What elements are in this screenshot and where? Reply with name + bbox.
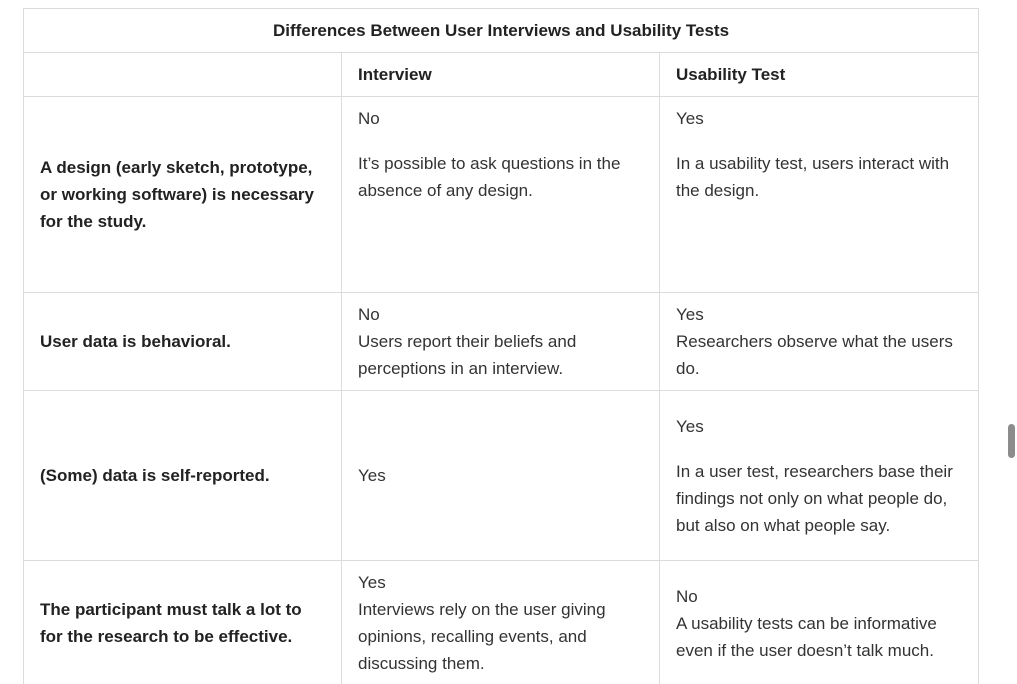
- usability-detail: In a usability test, users interact with the design.: [676, 154, 950, 200]
- interview-cell: [342, 97, 660, 293]
- usability-answer: Yes: [676, 305, 704, 324]
- usability-answer: Yes: [676, 109, 704, 128]
- usability-cell: [660, 561, 979, 684]
- interview-answer: No: [358, 305, 380, 324]
- interview-answer: Yes: [358, 573, 386, 592]
- row-label: [24, 293, 342, 391]
- scrollbar-thumb[interactable]: [1008, 424, 1015, 458]
- usability-detail: Researchers observe what the users do.: [676, 332, 953, 378]
- usability-answer: No: [676, 586, 698, 606]
- row-label: [24, 391, 342, 561]
- table-row: [24, 391, 979, 561]
- row-label-text: The participant must talk a lot to for the research to be effective.: [40, 600, 302, 646]
- usability-detail: In a user test, researchers base their findings not only on what people do, but also on what people say.: [676, 461, 953, 535]
- interview-answer: Yes: [358, 466, 386, 485]
- comparison-table: [23, 8, 979, 684]
- row-label-text: (Some) data is self-reported.: [40, 466, 270, 485]
- row-label: [24, 97, 342, 293]
- interview-answer: No: [358, 109, 380, 128]
- interview-detail: Users report their beliefs and perceptions in an interview.: [358, 332, 577, 378]
- table-row: [24, 561, 979, 684]
- header-usability-test: Usability Test: [660, 53, 979, 97]
- usability-detail: A usability tests can be informative even if the user doesn’t talk much.: [676, 613, 937, 660]
- table-caption-row: [24, 9, 979, 53]
- usability-answer: Yes: [676, 416, 704, 436]
- usability-cell: [660, 97, 979, 293]
- interview-detail: Interviews rely on the user giving opinions, recalling events, and discussing them.: [358, 600, 606, 673]
- usability-cell: [660, 391, 979, 561]
- interview-detail: It’s possible to ask questions in the absence of any design.: [358, 154, 621, 200]
- interview-cell: [342, 293, 660, 391]
- row-label: [24, 561, 342, 684]
- header-empty-cell: [24, 53, 342, 97]
- table-title: Differences Between User Interviews and Usability Tests: [24, 9, 979, 53]
- row-label-text: A design (early sketch, prototype, or working software) is necessary for the study.: [40, 158, 314, 231]
- table-header-row: [24, 53, 979, 97]
- table-row: [24, 97, 979, 293]
- interview-cell: [342, 561, 660, 684]
- row-label-text: User data is behavioral.: [40, 332, 231, 351]
- table-row: [24, 293, 979, 391]
- usability-cell: [660, 293, 979, 391]
- interview-cell: [342, 391, 660, 561]
- header-interview: Interview: [342, 53, 660, 97]
